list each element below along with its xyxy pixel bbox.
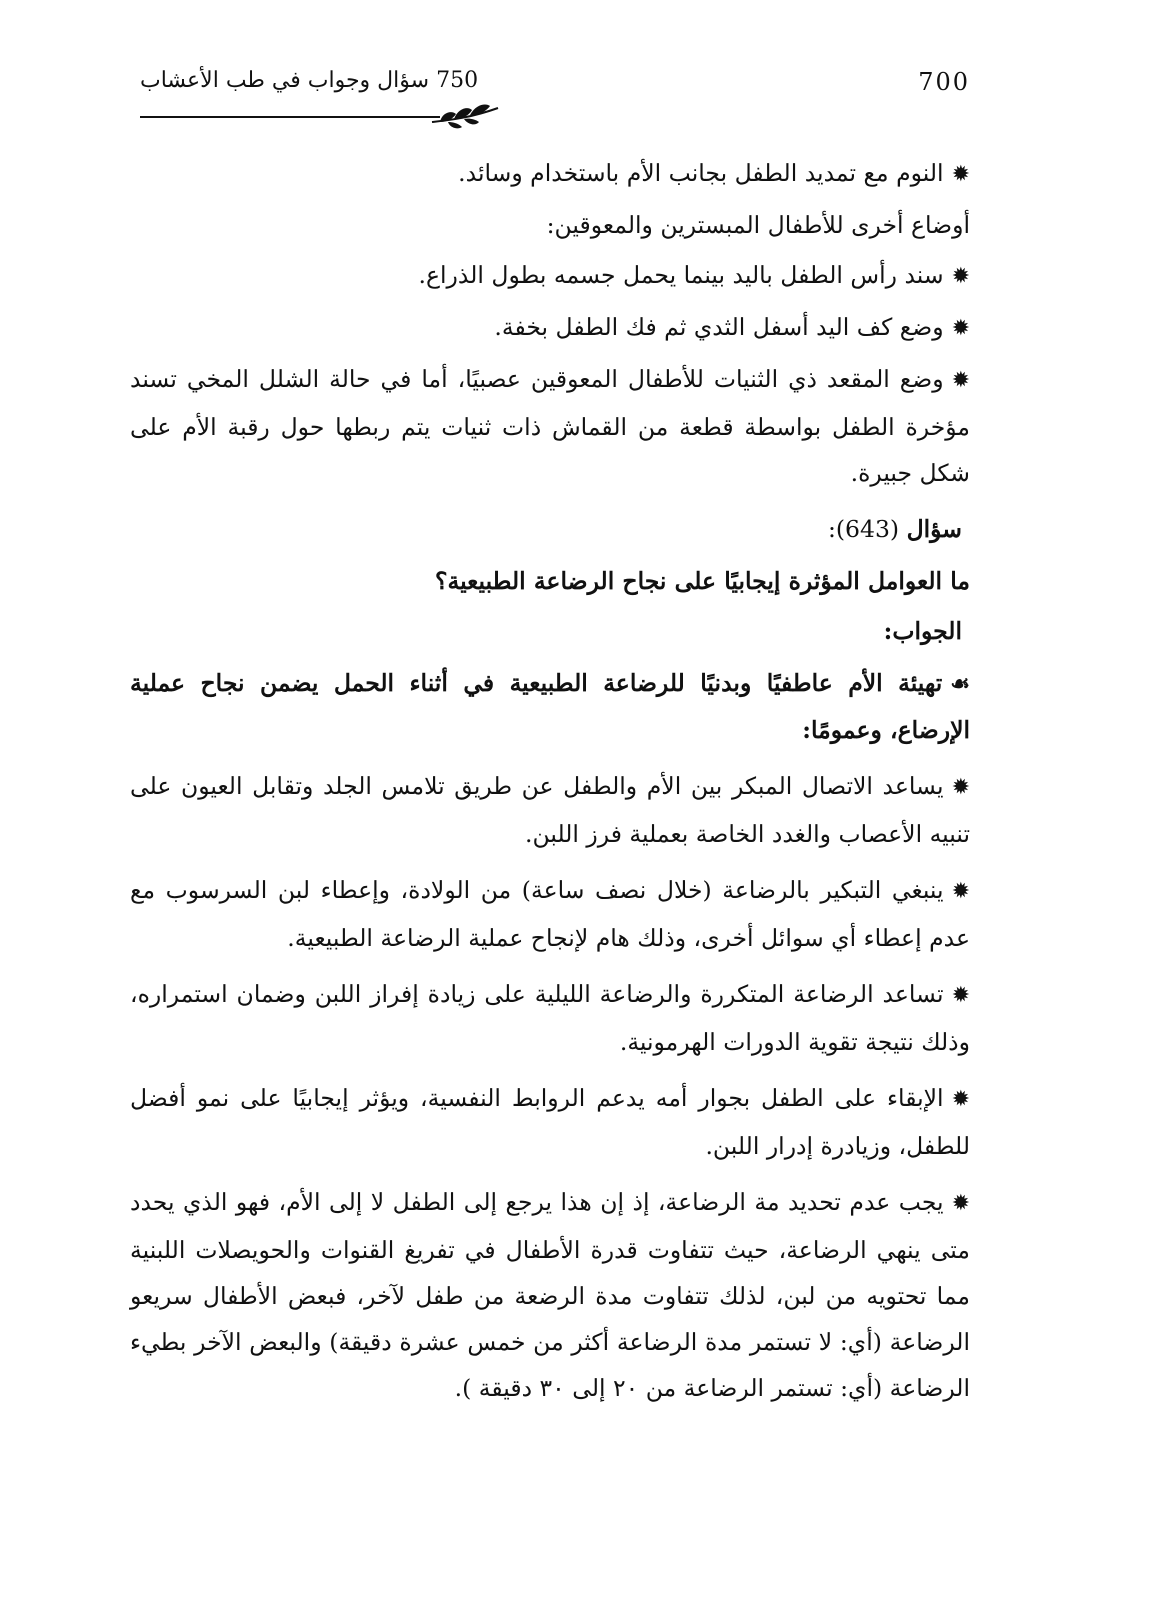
- star-bullet-icon: ✹: [951, 316, 970, 341]
- bullet-paragraph: [130, 763, 970, 857]
- page-body: [130, 150, 970, 1421]
- answer-label: الجواب:: [883, 617, 962, 645]
- question-label: سؤال: [906, 515, 962, 543]
- bullet-paragraph: [130, 1075, 970, 1169]
- page-number: 700: [918, 68, 970, 96]
- subheading-text: أوضاع أخرى للأطفال المبسترين والمعوقين:: [546, 211, 970, 239]
- paragraph-text: سند رأس الطفل باليد بينما يحمل جسمه بطول الذراع.: [418, 261, 944, 289]
- star-bullet-icon: ✹: [951, 162, 970, 187]
- bullet-paragraph: [130, 304, 970, 352]
- star-bullet-icon: ✹: [951, 775, 970, 800]
- paragraph-text: وضع المقعد ذي الثنيات للأطفال المعوقين عصبيًا، أما في حالة الشلل المخي تسند مؤخرة الطفل بواسطة قطعة من القماش ذات ثنيات يتم ربطها حول رقبة الأم على شكل جبيرة.: [130, 365, 970, 487]
- bullet-paragraph: [130, 356, 970, 496]
- answer-intro: [130, 660, 970, 753]
- question-header: [130, 506, 970, 554]
- answer-header: [130, 608, 970, 656]
- leaf-ornament-icon: [430, 100, 500, 132]
- paragraph-text: النوم مع تمديد الطفل بجانب الأم باستخدام وسائد.: [458, 159, 944, 187]
- bullet-paragraph: [130, 150, 970, 198]
- question-text: ما العوامل المؤثرة إيجابيًا على نجاح الرضاعة الطبيعية؟: [435, 567, 970, 595]
- star-bullet-icon: ✹: [951, 879, 970, 904]
- star-bullet-icon: ✹: [951, 1191, 970, 1216]
- paragraph-text: يجب عدم تحديد مة الرضاعة، إذ إن هذا يرجع إلى الطفل لا إلى الأم، فهو الذي يحدد متى ينهي الرضاعة، حيث تتفاوت قدرة الأطفال في تفريغ القنوات والحويصلات اللبنية مما تحتويه من لبن، لذلك تتفاوت مدة الرضعة من طفل لآخر، فبعض الأطفال سريعو الرضاعة (أي: لا تستمر مدة الرضاعة أكثر من خمس عشرة دقيقة) والبعض الآخر بطيء الرضاعة (أي: تستمر الرضاعة من ٢٠ إلى ٣٠ دقيقة ).: [130, 1188, 970, 1402]
- star-bullet-icon: ✹: [951, 264, 970, 289]
- bullet-paragraph: [130, 1179, 970, 1411]
- section-subheading: [130, 202, 970, 248]
- star-bullet-icon: ✹: [951, 368, 970, 393]
- header-rule: [140, 116, 440, 118]
- paragraph-text: تساعد الرضاعة المتكررة والرضاعة الليلية على زيادة إفراز اللبن وضمان استمراره، وذلك نتيجة تقوية الدورات الهرمونية.: [130, 980, 970, 1056]
- book-title: 750 سؤال وجواب في طب الأعشاب: [140, 68, 479, 93]
- paragraph-text: ينبغي التبكير بالرضاعة (خلال نصف ساعة) من الولادة، وإعطاء لبن السرسوب مع عدم إعطاء أي سوائل أخرى، وذلك هام لإنجاح عملية الرضاعة الطبيعية.: [130, 876, 970, 952]
- paragraph-text: الإبقاء على الطفل بجوار أمه يدعم الروابط النفسية، ويؤثر إيجابيًا على نمو أفضل للطفل، وزيادرة إدرار اللبن.: [130, 1084, 970, 1160]
- answer-intro-text: تهيئة الأم عاطفيًا وبدنيًا للرضاعة الطبيعية في أثناء الحمل يضمن نجاح عملية الإرضاع، وعمومًا:: [130, 669, 970, 744]
- bullet-paragraph: [130, 867, 970, 961]
- paragraph-text: وضع كف اليد أسفل الثدي ثم فك الطفل بخفة.: [494, 313, 944, 341]
- page-header: [140, 60, 970, 130]
- bullet-paragraph: [130, 971, 970, 1065]
- paragraph-text: يساعد الاتصال المبكر بين الأم والطفل عن طريق تلامس الجلد وتقابل العيون على تنبيه الأعصاب والغدد الخاصة بعملية فرز اللبن.: [130, 772, 970, 848]
- star-bullet-icon: ✹: [951, 1087, 970, 1112]
- leaf-bullet-icon: ☙: [950, 671, 970, 697]
- bullet-paragraph: [130, 252, 970, 300]
- star-bullet-icon: ✹: [951, 983, 970, 1008]
- question-number: (643):: [827, 515, 900, 543]
